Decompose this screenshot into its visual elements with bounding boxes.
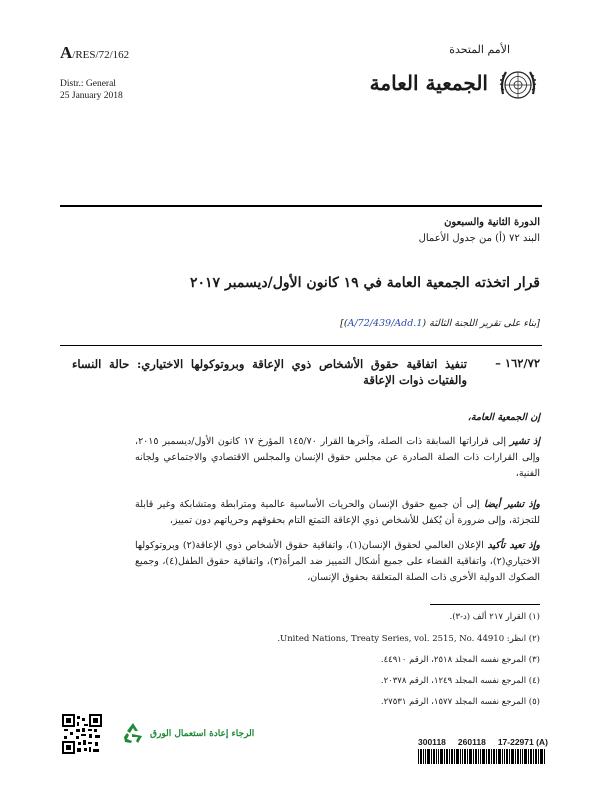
paragraph-1-text: إلى قراراتها السابقة ذات الصلة، وآخرها القرار ١٤٥/٧٠ المؤرخ ١٧ كانون الأول/ديسمبر ٢٠١٥، وإلى القرارات ذات الصلة الصادرة عن مجلس حقوق الإنسان والمجلس الاقتصادي والاجتماعي ولجانه الفنية، <box>135 436 540 479</box>
footnote-2: (٢) انظر: United Nations, Treaty Series, vol. 2515, No. 44910. <box>277 634 540 644</box>
paragraph-2-text: إلى أن جميع حقوق الإنسان والحريات الأساسية عالمية ومترابطة ومتشابكة وغير قابلة للتجزئة، وإلى ضرورة أن يُكفل للأشخاص ذوي الإعاقة التمتع التام بحقوقهم وحرياتهم دون تمييز، <box>135 499 540 526</box>
basis-close: )] <box>340 318 348 329</box>
session-name: الدورة الثانية والسبعون <box>444 217 540 228</box>
preamble-intro: إن الجمعية العامة، <box>467 412 540 423</box>
code-b: 260118 <box>457 737 486 747</box>
footnote-5: (٥) المرجع نفسه المجلد ١٥٧٧، الرقم ٢٧٥٣١. <box>380 697 540 707</box>
recycle-icon <box>120 720 146 746</box>
un-emblem-icon <box>497 64 539 106</box>
un-name-arabic: الأمم المتحدة <box>449 43 510 56</box>
resolution-title: قرار اتخذته الجمعية العامة في ١٩ كانون الأول/ديسمبر ٢٠١٧ <box>190 275 540 291</box>
footnote-1: (١) القرار ٢١٧ ألف (د-٣). <box>449 612 540 622</box>
paragraph-3-lead: وإذ تعيد تأكيد <box>487 540 541 551</box>
basis-document-link[interactable]: A/72/439/Add.1 <box>347 318 423 329</box>
footnote-divider <box>430 604 540 605</box>
issue-date: 25 January 2018 <box>60 91 123 101</box>
preamble-paragraph-2 <box>135 497 540 529</box>
header-divider <box>60 205 542 207</box>
code-a: 300118 <box>418 737 446 747</box>
symbol-prefix: A <box>60 43 73 62</box>
document-codes <box>418 737 560 747</box>
agenda-item: البند ٧٢ (أ) من جدول الأعمال <box>418 233 540 244</box>
general-assembly-title: الجمعية العامة <box>369 71 488 95</box>
title-divider <box>60 345 542 346</box>
barcode-icon <box>418 749 546 764</box>
symbol-rest: /RES/72/162 <box>72 49 130 61</box>
paragraph-2-lead: وإذ تشير أيضا <box>483 499 541 510</box>
report-basis <box>340 318 540 329</box>
paragraph-1-lead: إذ تشير <box>509 436 540 447</box>
footnote-4: (٤) المرجع نفسه المجلد ١٢٤٩، الرقم ٢٠٣٧٨. <box>380 676 540 686</box>
qr-code-icon <box>62 714 102 754</box>
basis-open: [بناء على تقرير اللجنة الثالثة ( <box>422 318 540 329</box>
distribution-label: Distr.: General <box>60 79 116 89</box>
preamble-paragraph-1 <box>135 434 540 482</box>
footnote-3: (٣) المرجع نفسه المجلد ٢٥١٨، الرقم ٤٤٩١٠. <box>380 655 540 665</box>
paragraph-3-text: الإعلان العالمي لحقوق الإنسان(١)، واتفاقية حقوق الأشخاص ذوي الإعاقة(٢) وبروتوكولها الاختياري(٢)، واتفاقية القضاء على جميع أشكال التمييز ضد المرأة(٣)، واتفاقية حقوق الطفل(٤)، وجميع الصكوك الدولية الأخرى ذات الصلة المتعلقة بحقوق الإنسان، <box>135 540 540 583</box>
document-symbol <box>60 43 129 63</box>
preamble-paragraph-3 <box>135 538 540 586</box>
distribution-block <box>60 78 123 102</box>
resolution-number: ١٦٢/٧٢ – <box>495 356 540 370</box>
recycle-text: الرجاء إعادة استعمال الورق <box>150 729 255 739</box>
resolution-heading: تنفيذ اتفاقية حقوق الأشخاص ذوي الإعاقة وبروتوكولها الاختياري: حالة النساء والفتيات ذوات الإعاقة <box>72 357 467 387</box>
job-number: 17-22971 (A) <box>497 737 548 747</box>
